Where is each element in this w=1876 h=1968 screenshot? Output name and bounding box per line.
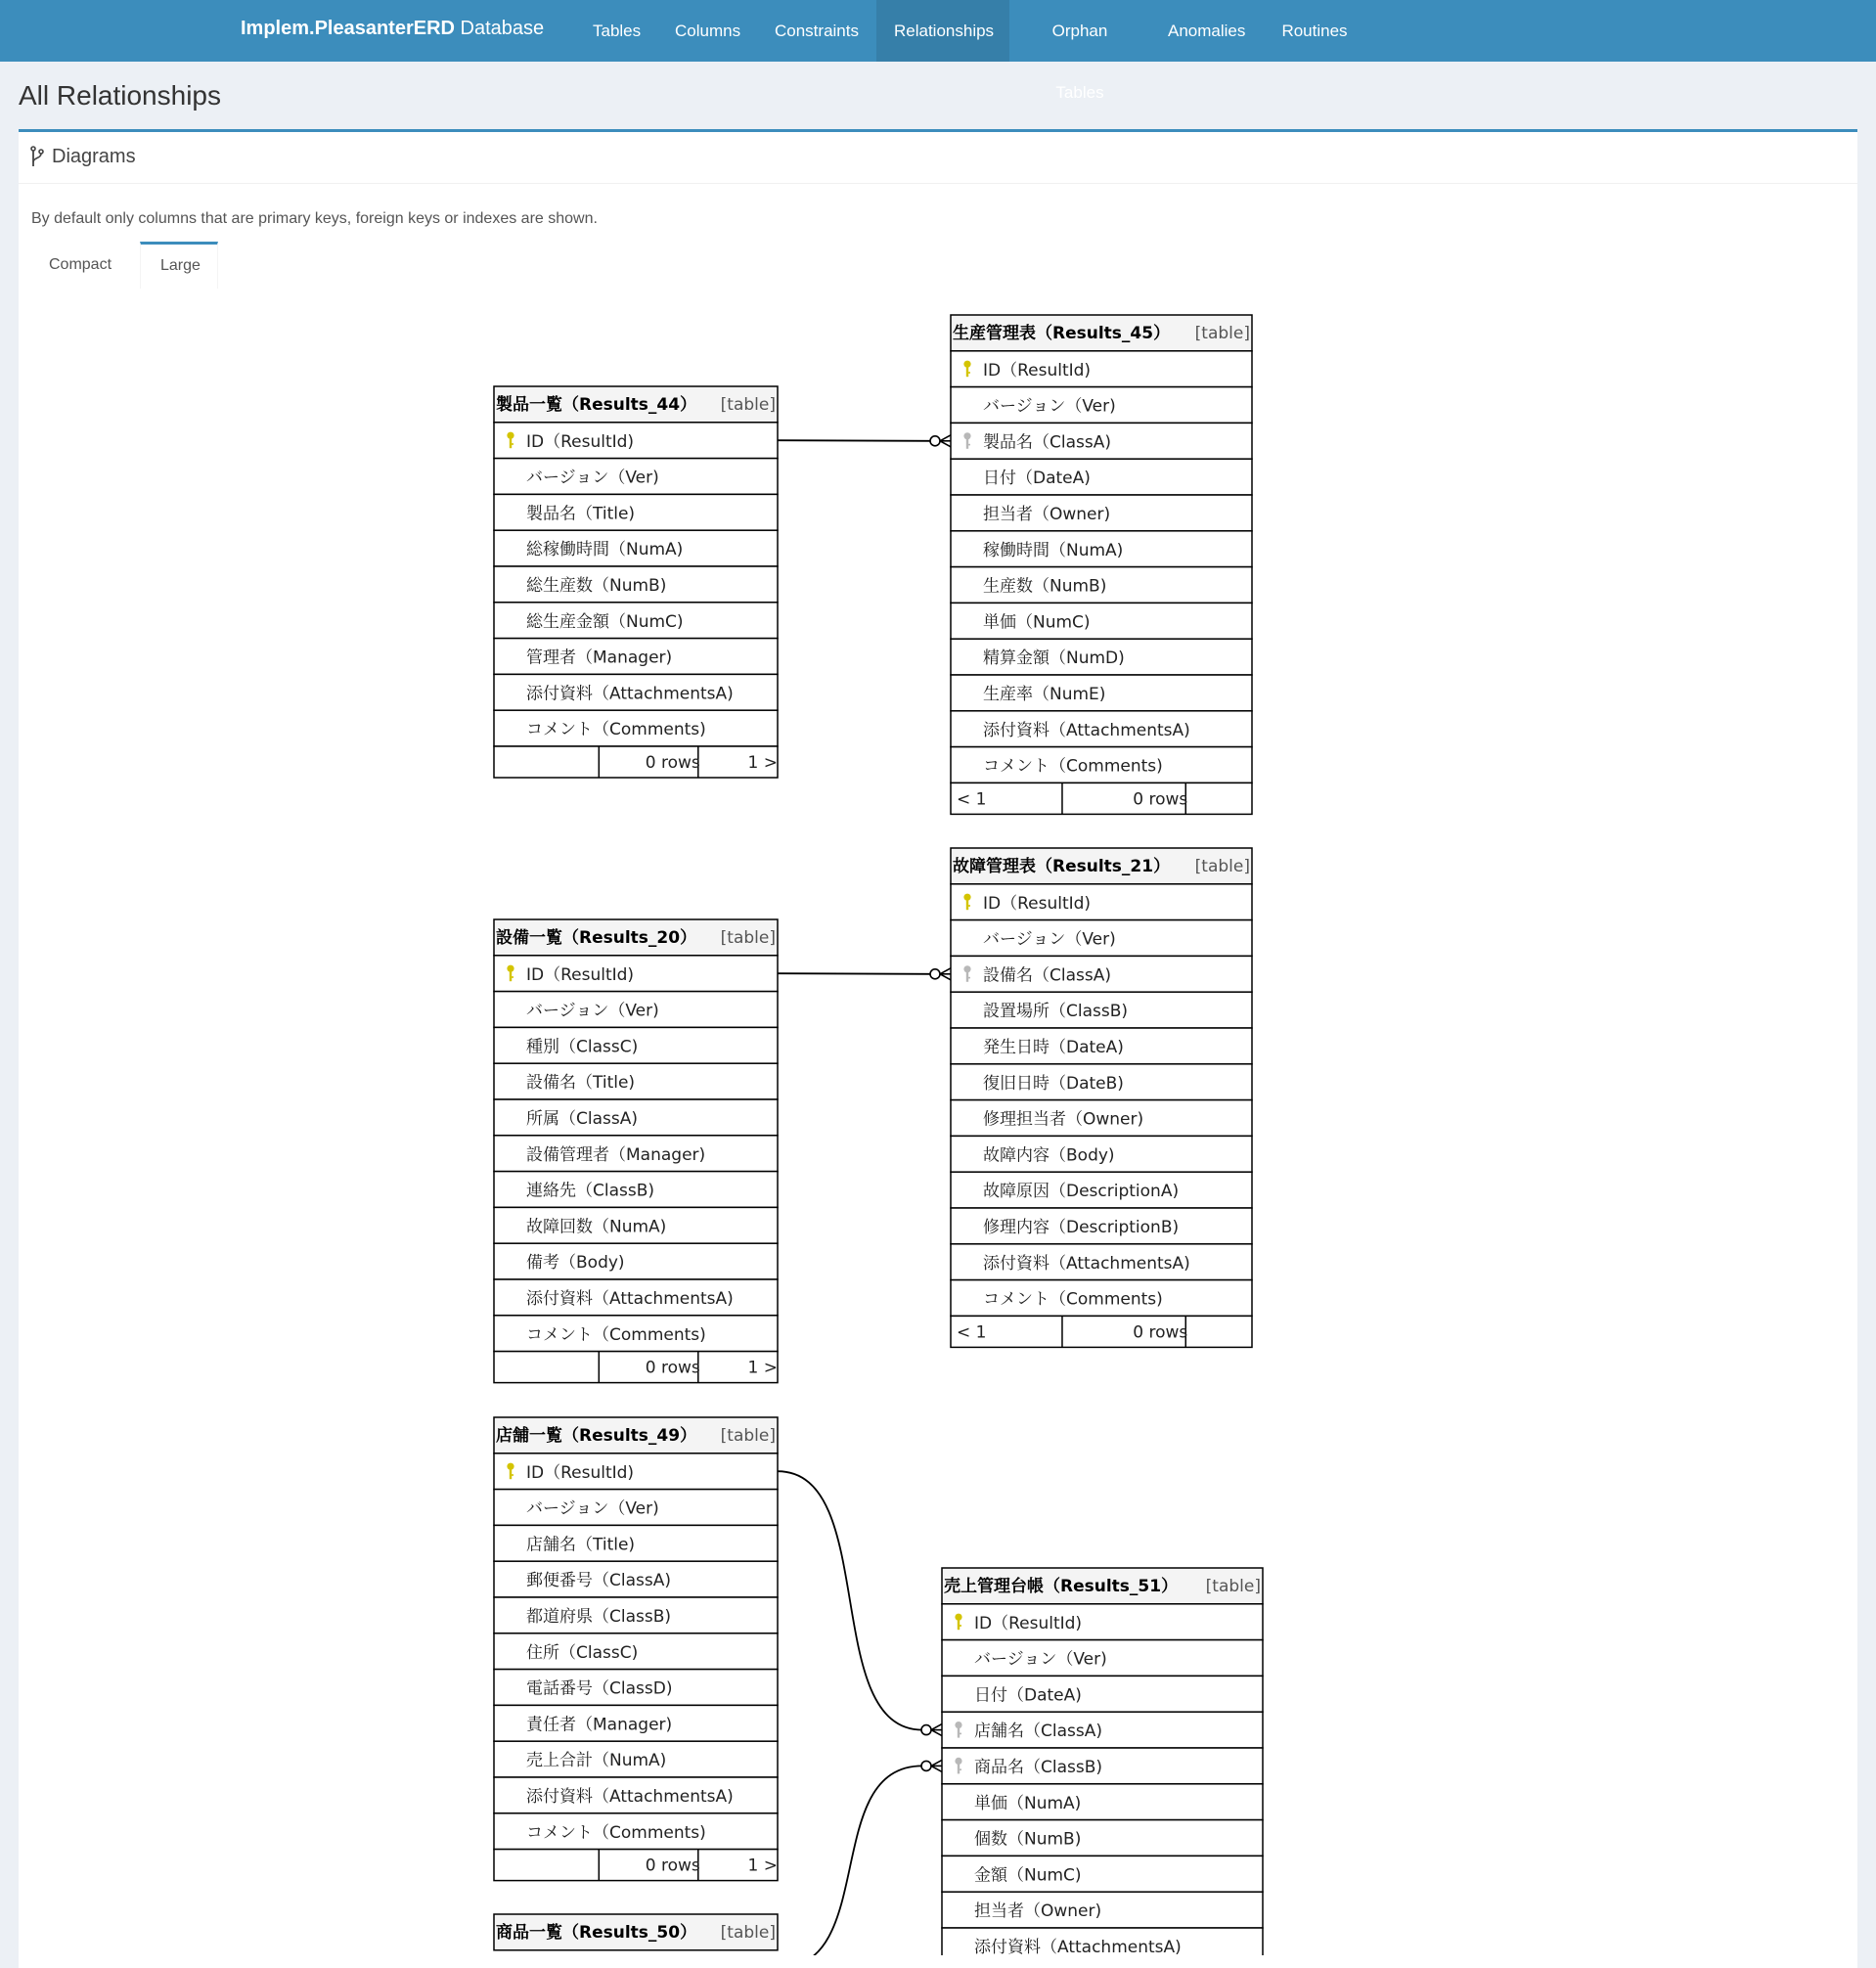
column-name: 担当者（Owner): [974, 1901, 1102, 1922]
column-name: 製品名（Title): [526, 504, 636, 524]
nav-constraints[interactable]: Constraints: [775, 22, 859, 40]
column-name: 修理内容（DescriptionB): [983, 1218, 1180, 1237]
relationship-edge[interactable]: [778, 435, 951, 447]
column-name: 管理者（Manager): [526, 648, 673, 668]
column-name: 精算金額（NumD): [983, 649, 1125, 669]
column-name: バージョン（Ver): [974, 1649, 1107, 1670]
column-name: バージョン（Ver): [983, 396, 1116, 417]
column-name: バージョン（Ver): [526, 468, 659, 488]
table-footer: [951, 1316, 1252, 1347]
relationship-edge[interactable]: [778, 1471, 942, 1735]
parents-count: < 1: [957, 1322, 987, 1343]
column-name: 発生日時（DateA): [983, 1038, 1124, 1057]
children-count: 1 >: [747, 1358, 778, 1378]
row-count: 0 rows: [645, 1856, 700, 1876]
nav-routines[interactable]: Routines: [1281, 22, 1348, 40]
table-footer: [494, 1352, 778, 1383]
column-name: 担当者（Owner): [983, 505, 1111, 524]
table-t49: [494, 1417, 778, 1881]
table-type: [table]: [720, 1426, 776, 1446]
relationship-edge[interactable]: [778, 968, 951, 980]
column-name: 設備管理者（Manager): [526, 1144, 706, 1165]
box-title: Diagrams: [52, 146, 136, 167]
table-name[interactable]: 商品一覧（Results_50）: [496, 1923, 697, 1943]
column-name: 住所（ClassC): [526, 1642, 639, 1663]
column-name: 復旧日時（DateB): [983, 1073, 1124, 1094]
table-t51: [942, 1568, 1263, 1955]
table-type: [table]: [1205, 1577, 1261, 1596]
row-count: 0 rows: [1133, 1322, 1188, 1343]
column-name: ID（ResultId): [526, 1462, 635, 1483]
table-type: [table]: [720, 1923, 776, 1943]
column-name: 設備名（Title): [526, 1073, 636, 1094]
column-name: 責任者（Manager): [526, 1715, 673, 1735]
tab-compact[interactable]: Compact: [49, 256, 112, 273]
table-t20: [494, 919, 778, 1383]
column-name: バージョン（Ver): [526, 1498, 659, 1519]
table-type: [table]: [720, 928, 776, 948]
column-name: 日付（DateA): [983, 469, 1091, 489]
table-t50: [494, 1914, 778, 1950]
table-name[interactable]: 生産管理表（Results_45）: [953, 324, 1171, 343]
table-footer: [494, 746, 778, 778]
column-name: 店舗名（ClassA): [974, 1722, 1102, 1742]
table-name[interactable]: 故障管理表（Results_21）: [953, 857, 1171, 876]
column-name: 生産数（NumB): [983, 576, 1107, 597]
column-name: 添付資料（AttachmentsA): [526, 1787, 734, 1807]
column-name: コメント（Comments): [526, 1822, 706, 1843]
brand-rest[interactable]: Database: [454, 18, 545, 39]
parents-count: < 1: [957, 789, 987, 810]
column-name: 総生産金額（NumC): [526, 611, 684, 632]
table-footer: [494, 1850, 778, 1881]
column-name: 郵便番号（ClassA): [526, 1571, 671, 1591]
column-name: 単価（NumC): [983, 612, 1091, 633]
column-name: 種別（ClassC): [526, 1037, 639, 1057]
diagram-hint: By default only columns that are primary keys, foreign keys or indexes are shown.: [31, 210, 598, 227]
column-name: バージョン（Ver): [526, 1001, 659, 1021]
tab-large[interactable]: Large: [140, 242, 218, 289]
column-name: 設置場所（ClassB): [983, 1002, 1129, 1022]
table-name[interactable]: 設備一覧（Results_20）: [496, 928, 697, 948]
nav-orphan-tables[interactable]: Orphan Tables: [1051, 22, 1108, 102]
column-name: 金額（NumC): [974, 1865, 1082, 1886]
table-name[interactable]: 店舗一覧（Results_49）: [496, 1426, 697, 1446]
column-name: 故障原因（DescriptionA): [983, 1182, 1180, 1202]
table-footer: [951, 783, 1252, 814]
table-name[interactable]: 製品一覧（Results_44）: [496, 395, 697, 415]
column-name: 故障内容（Body): [983, 1145, 1115, 1166]
row-count: 0 rows: [645, 1358, 700, 1378]
column-name: コメント（Comments): [983, 756, 1163, 777]
children-count: 1 >: [747, 1856, 778, 1876]
table-type: [table]: [720, 395, 776, 415]
row-count: 0 rows: [645, 753, 700, 773]
table-t44: [494, 386, 778, 778]
column-name: 総生産数（NumB): [526, 576, 667, 596]
column-name: 日付（DateA): [974, 1685, 1082, 1706]
page-title: All Relationships: [19, 80, 221, 111]
column-name: 店舗名（Title): [526, 1535, 636, 1555]
table-t45: [951, 315, 1252, 814]
table-type: [table]: [1194, 324, 1250, 343]
column-name: 添付資料（AttachmentsA): [974, 1938, 1182, 1955]
column-name: 電話番号（ClassD): [526, 1678, 673, 1699]
column-name: 故障回数（NumA): [526, 1217, 667, 1237]
column-name: 稼働時間（NumA): [983, 540, 1124, 560]
column-name: ID（ResultId): [526, 431, 635, 452]
nav-columns[interactable]: Columns: [675, 22, 741, 40]
column-name: ID（ResultId): [983, 360, 1092, 380]
column-name: 連絡先（ClassB): [526, 1181, 655, 1201]
column-name: 生産率（NumE): [983, 685, 1106, 704]
column-name: 単価（NumA): [974, 1793, 1082, 1813]
nav-relationships[interactable]: Relationships: [876, 0, 1009, 62]
relationship-edge[interactable]: [778, 1760, 942, 1955]
column-name: 添付資料（AttachmentsA): [983, 1253, 1190, 1274]
table-type: [table]: [1194, 857, 1250, 876]
column-name: 添付資料（AttachmentsA): [526, 1289, 734, 1309]
column-name: 備考（Body): [526, 1253, 625, 1274]
column-name: 総稼働時間（NumA): [526, 540, 684, 560]
table-t21: [951, 848, 1252, 1347]
column-name: コメント（Comments): [983, 1289, 1163, 1310]
column-name: 製品名（ClassA): [983, 432, 1111, 453]
column-name: 商品名（ClassB): [974, 1758, 1103, 1777]
nav-tables[interactable]: Tables: [593, 22, 642, 40]
column-name: 添付資料（AttachmentsA): [526, 684, 734, 704]
column-name: 所属（ClassA): [526, 1109, 638, 1129]
column-name: コメント（Comments): [526, 720, 706, 740]
column-name: ID（ResultId): [983, 893, 1092, 914]
column-name: ID（ResultId): [526, 964, 635, 985]
column-name: 売上合計（NumA): [526, 1751, 667, 1771]
column-name: コメント（Comments): [526, 1324, 706, 1345]
column-name: バージョン（Ver): [983, 929, 1116, 950]
nav-anomalies[interactable]: Anomalies: [1168, 22, 1246, 40]
row-count: 0 rows: [1133, 789, 1188, 810]
column-name: 個数（NumB): [974, 1829, 1082, 1850]
column-name: 添付資料（AttachmentsA): [983, 720, 1190, 740]
column-name: 設備名（ClassA): [983, 965, 1111, 986]
column-name: 修理担当者（Owner): [983, 1109, 1144, 1130]
brand-bold[interactable]: Implem.PleasanterERD: [241, 18, 455, 39]
column-name: 都道府県（ClassB): [526, 1607, 672, 1627]
table-name[interactable]: 売上管理台帳（Results_51）: [944, 1577, 1179, 1596]
column-name: ID（ResultId): [974, 1613, 1083, 1633]
children-count: 1 >: [747, 753, 778, 773]
